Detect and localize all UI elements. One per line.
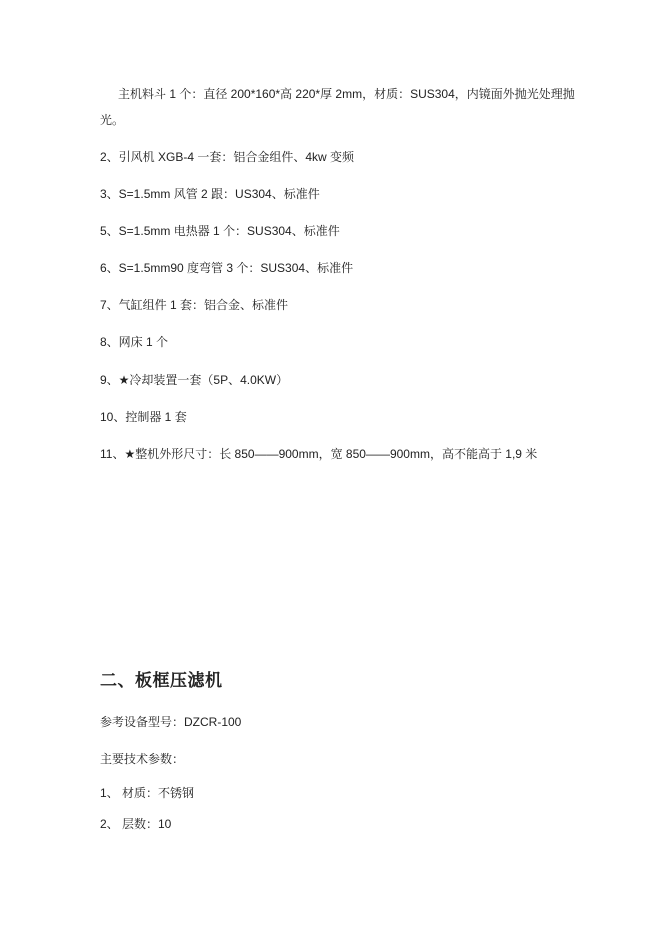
spec-item-cylinder: 7、气缸组件 1 套：铝合金、标准件 <box>100 298 289 312</box>
param-layers: 2、 层数：10 <box>100 817 172 831</box>
param-material: 1、 材质：不锈钢 <box>100 786 195 800</box>
spec-item-mesh-bed: 8、网床 1 个 <box>100 335 169 349</box>
model-line: 参考设备型号：DZCR-100 <box>100 715 242 729</box>
spec-item-controller: 10、控制器 1 套 <box>100 410 187 424</box>
hopper-spec-line-1: 主机料斗 1 个：直径 200*160*高 220*厚 2mm，材质：SUS304，内镜面外抛光处理抛 <box>118 87 575 101</box>
spec-item-heater: 5、S=1.5mm 电热器 1 个：SUS304、标准件 <box>100 224 340 238</box>
hopper-spec-line-2: 光。 <box>100 113 125 127</box>
spec-item-fan: 2、引风机 XGB-4 一套：铝合金组件、4kw 变频 <box>100 150 355 164</box>
spec-item-dimensions: 11、★整机外形尺寸：长 850——900mm，宽 850——900mm，高不能高于 1,9 米 <box>100 447 538 461</box>
section-title: 二、板框压滤机 <box>100 671 223 690</box>
spec-item-cooling: 9、★冷却装置一套（5P、4.0KW） <box>100 373 289 387</box>
params-label: 主要技术参数： <box>100 752 185 766</box>
spec-item-elbow: 6、S=1.5mm90 度弯管 3 个：SUS304、标准件 <box>100 261 354 275</box>
spec-item-duct: 3、S=1.5mm 风管 2 跟：US304、标准件 <box>100 187 320 201</box>
